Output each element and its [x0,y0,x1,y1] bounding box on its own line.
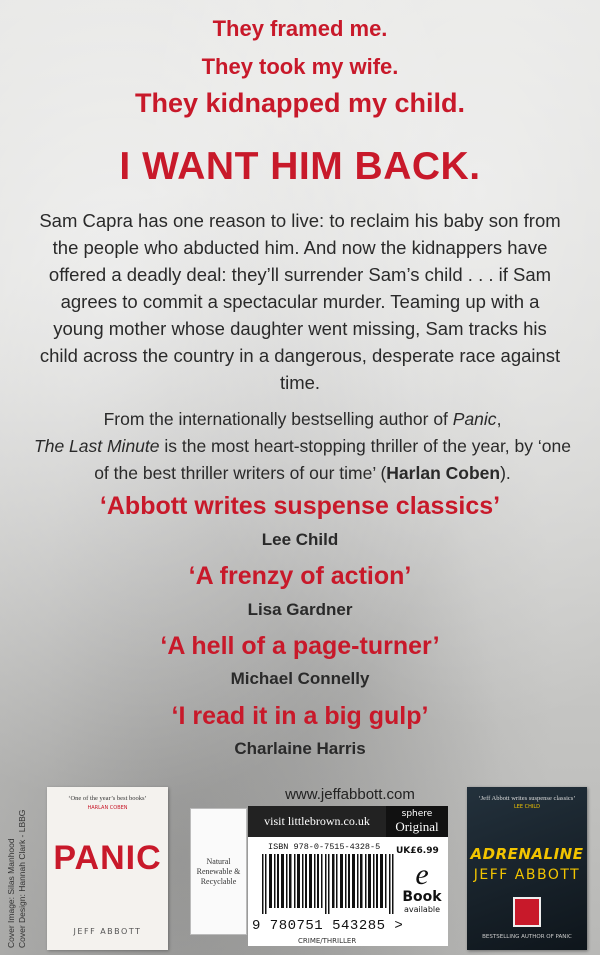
author-blurb-panic: Panic [452,409,497,429]
genre: CRIME/THRILLER [298,937,357,945]
recycle-label: Natural Renewable & Recyclable [190,808,247,935]
tagline-line-2: They took my wife. [201,54,399,79]
adrenaline-quote-author: LEE CHILD [513,804,541,810]
adrenaline-quote: ‘Jeff Abbott writes suspense classics’ [478,795,576,802]
barcode-number: 9 780751 543285 > [252,918,404,934]
author-blurb-text-1: From the internationally bestselling author of [103,409,453,429]
headline: I WANT HIM BACK. [119,145,481,188]
panic-quote-author: HARLAN COBEN [87,805,128,811]
publisher-line-1: sphere [401,809,433,819]
barcode-panel [248,806,448,946]
publisher-website: visit littlebrown.co.uk [248,806,386,837]
review-quote-4: ‘I read it in a big gulp’ [171,702,429,730]
author-blurb-text-4: ). [500,463,511,483]
ebook-e-icon: e [415,858,429,891]
ebook-badge [400,860,444,916]
review-quote-1: ‘Abbott writes suspense classics’ [99,492,501,520]
review-quote-3: ‘A hell of a page-turner’ [160,632,440,660]
author-blurb-title: The Last Minute [34,436,160,456]
publisher-logo [386,806,448,837]
credit-design: Cover Design: Hannah Clark - LBBG [17,809,27,948]
author-blurb [30,406,575,487]
review-quote-2: ‘A frenzy of action’ [188,562,412,590]
review-author-3: Michael Connelly [230,669,370,688]
synopsis: Sam Capra has one reason to live: to reclaim his baby son from the people who abducted him. And now the kidnappers have offered a deadly deal: they’ll surrender Sam’s child . . . if Sam agrees to commit a spectacular murder. Teaming up with a young mother whose daughter went missing, Sam tracks his child across the country in a dangerous, desperate race against time. [39,210,561,393]
adrenaline-title: ADRENALINE [470,845,584,863]
panic-title: PANIC [53,839,162,877]
publisher-line-2: Original [395,819,439,834]
review-author-2: Lisa Gardner [247,600,353,619]
author-blurb-text-2: , [496,409,502,429]
adrenaline-author: JEFF ABBOTT [473,867,581,883]
author-blurb-coben: Harlan Coben [386,463,501,483]
isbn: ISBN 978-0-7515-4328-5 [268,842,381,852]
tagline-line-1: They framed me. [212,16,388,41]
panic-book-thumbnail [47,787,168,950]
adrenaline-book-thumbnail [467,787,587,950]
author-blurb-text-3: is the most heart-stopping thriller of the year, by ‘one of the best thriller writers of our time’ ( [94,436,571,483]
review-author-4: Charlaine Harris [234,739,366,758]
panic-quote: ‘One of the year’s best books’ [68,795,147,802]
credit-image: Cover Image: Silas Manhood [6,838,16,948]
author-website: www.jeffabbott.com [285,786,415,803]
cover-credits [6,810,28,948]
ebook-available: available [403,905,441,914]
review-author-1: Lee Child [261,530,339,549]
ebook-label: Book [402,889,442,905]
price: UK£6.99 [396,846,439,856]
adrenaline-subline: BESTSELLING AUTHOR OF PANIC [482,934,572,940]
barcode-icon [262,854,394,914]
tagline-line-3: They kidnapped my child. [134,88,466,118]
panic-author: JEFF ABBOTT [73,927,142,936]
mini-book-icon [513,897,541,927]
